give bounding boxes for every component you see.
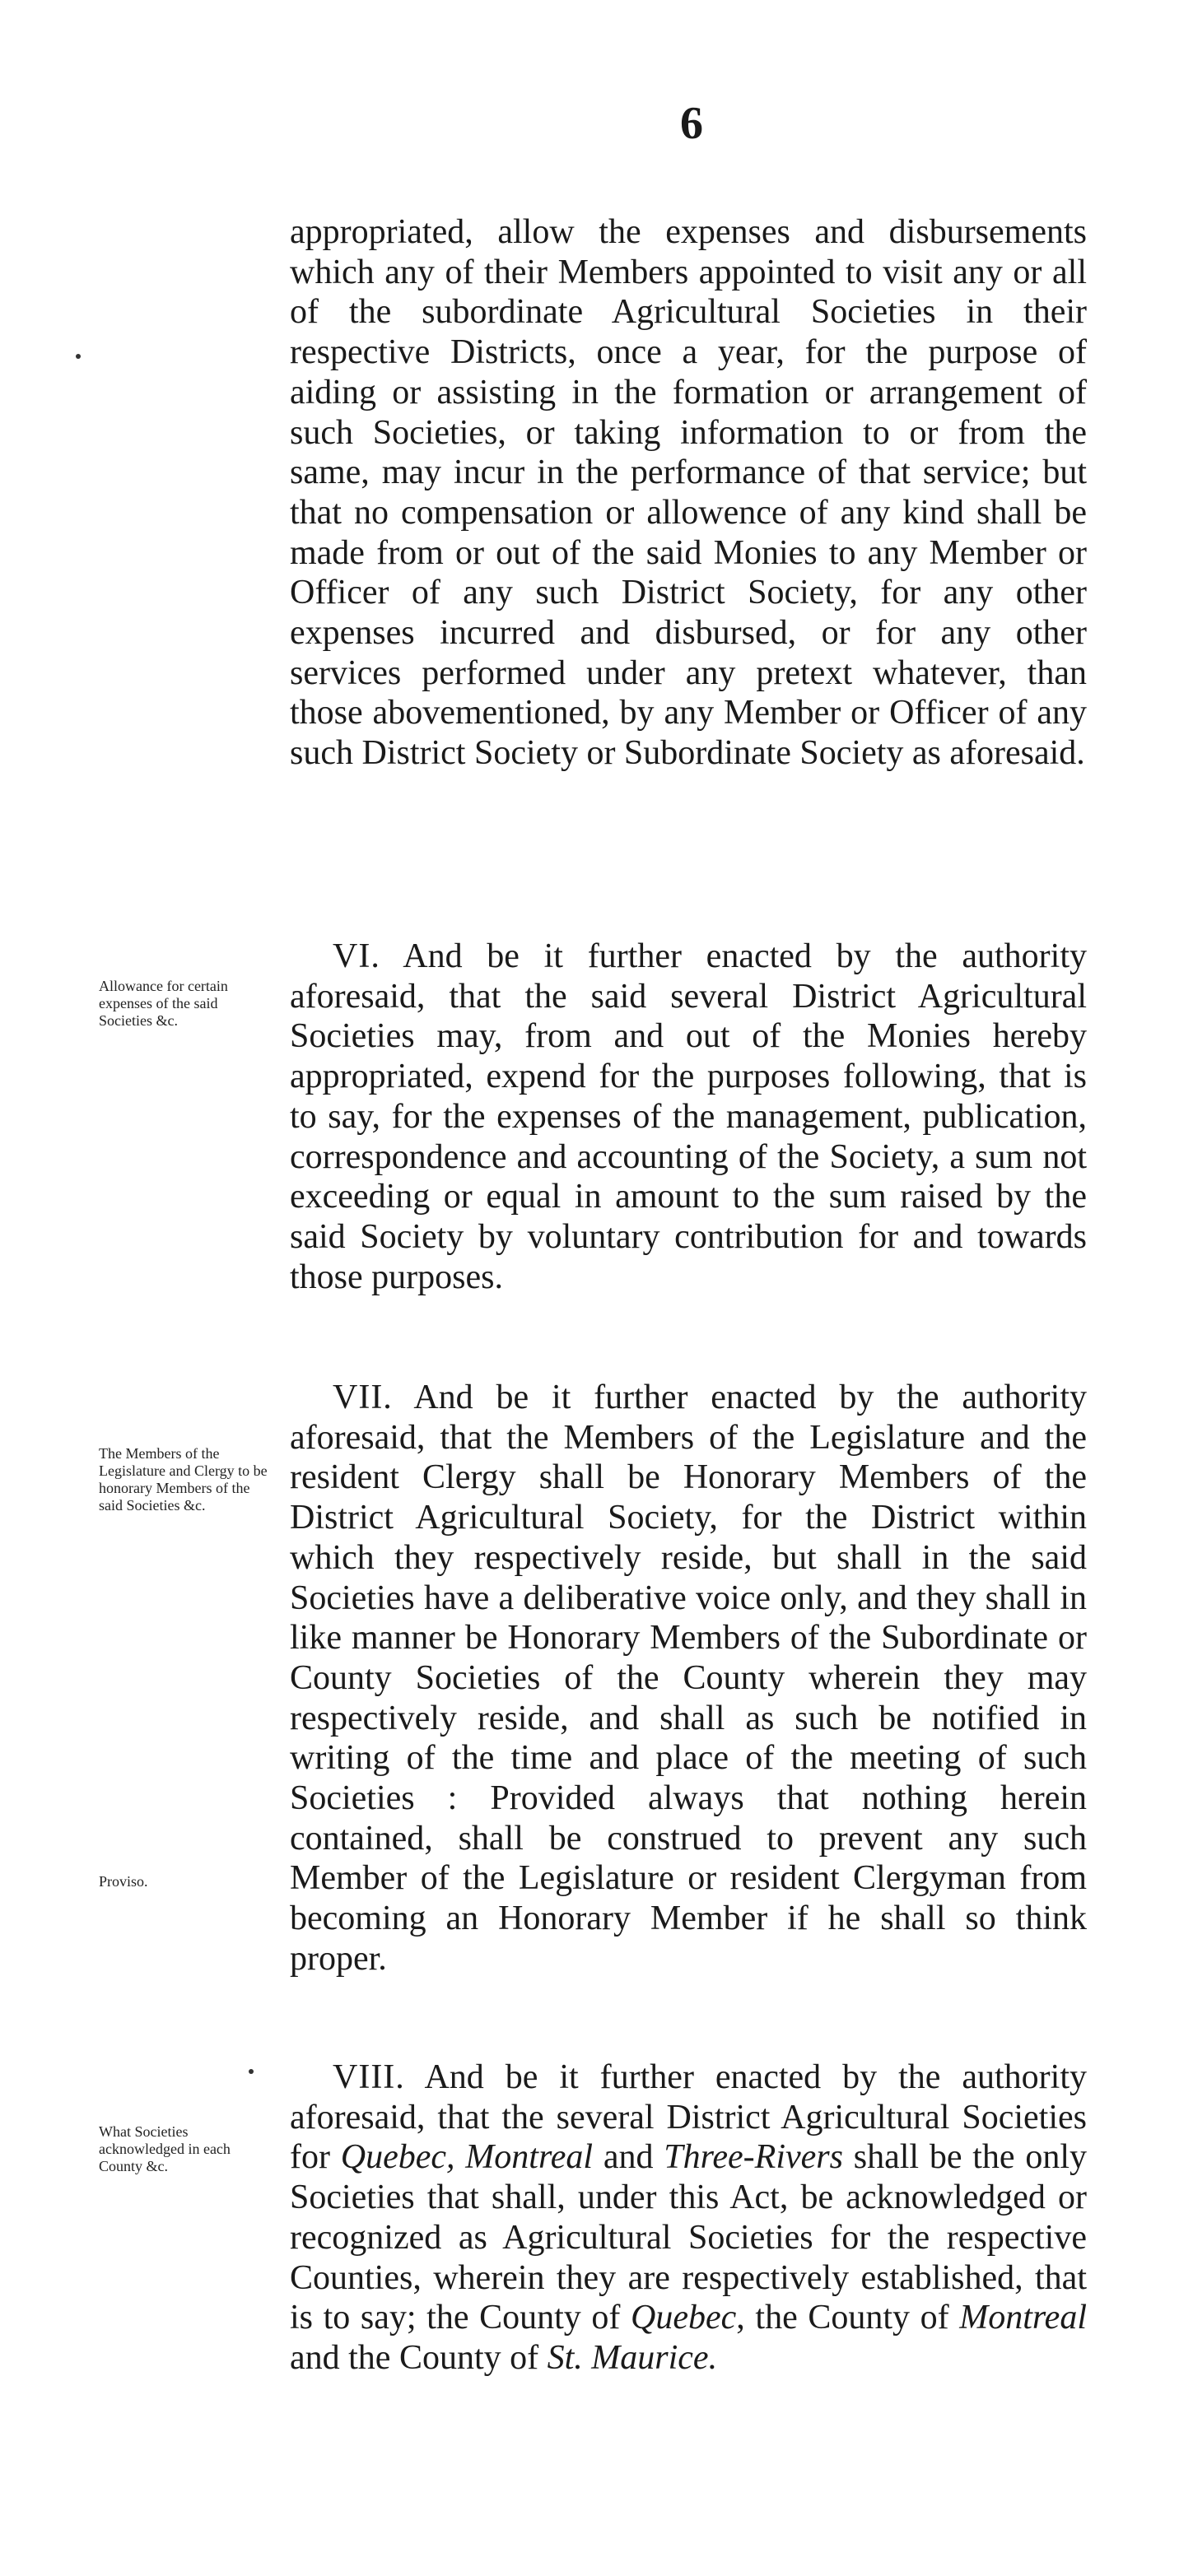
section-text: And be it further enacted by the authority aforesaid, that the Members of the Legislature and the resident Clergy shall be Honorary Members of the District Agricultural Society, for the District within which they respectively reside, but shall in the said Societies have a deliberative voice only, and they shall in like manner be Honorary Members of the Subordinate or County Societies of the County wherein they may respectively reside, and shall as such be notified in writing of the time and place of the meeting of such Societies : Provided always that nothing herein contained, shall be construed to prevent any such Member of the Legislature or resident Clergyman from becoming an Honorary Member if he shall so think proper. — [290, 1379, 1087, 1978]
place-name: Quebec, — [340, 2138, 455, 2177]
section-text: shall be the only Societies that shall, under this Act, be acknowledged or recognized as Agricultural Societies for the respective Counties, wherein they are respectively established, that is to say; the County of — [290, 2138, 1087, 2337]
place-name: Montreal — [959, 2299, 1087, 2337]
margin-note-societies-acknowledged: What Societies acknowledged in each County &c. — [99, 2123, 231, 2174]
section-number: VI. — [333, 937, 380, 975]
stray-mark — [249, 2069, 254, 2074]
section-vii — [290, 1378, 1087, 1979]
section-text: And be it further enacted by the authority aforesaid, that the several District Agricultural Societies for — [290, 2058, 1087, 2177]
section-vi — [290, 937, 1087, 1297]
margin-note-honorary-members: The Members of the Legislature and Clergy to be honorary Members of the said Societies &c. — [99, 1445, 268, 1514]
place-name: Montreal — [465, 2138, 594, 2177]
place-name: Quebec — [631, 2299, 737, 2337]
section-number: VII. — [333, 1379, 393, 1416]
section-text: And be it further enacted by the authority aforesaid, that the said several District Agricultural Societies may, from and out of the Monies hereby appropriated, expend for the purposes following, that is to say, for the expenses of the management, publication, correspondence and accounting of the Society, a sum not exceeding or equal in amount to the sum raised by the said Society by voluntary contribution for and towards those purposes. — [290, 937, 1087, 1296]
section-viii: VIII. And be it further enacted by the authority aforesaid, that the several District Agricultural Societies for Quebec, Montreal and Three-Rivers shall be the only Societies that shall, under this Act, be acknowledged or recognized as Agricultural Societies for the respective Counties, wherein they are respectively established, that is to say; the County of Quebec, the County of Montreal and the County of St. Maurice. — [290, 2058, 1087, 2377]
margin-note-proviso: Proviso. — [99, 1873, 148, 1890]
paragraph-text: appropriated, allow the expenses and disbursements which any of their Members appointed to visit any or all of the subordinate Agricultural Societies in their respective Districts, once a year, for the purpose of aiding or assisting in the formation or arrangement of such Societies, or taking information to or from the same, may incur in the performance of that service; but that no compensation or allowence of any kind shall be made from or out of the said Monies to any Member or Officer of any such District Society, for any other expenses incurred and disbursed, or for any other services performed under any pretext whatever, than those abovementioned, by any Member or Officer of any such District Society or Subordinate Society as aforesaid. — [290, 213, 1087, 773]
section-number: VIII. — [333, 2058, 405, 2096]
margin-note-allowance: Allowance for certain expenses of the said Societies &c. — [99, 978, 228, 1029]
page-number: 6 — [680, 98, 703, 149]
place-name: Three-Rivers — [664, 2138, 843, 2177]
stray-mark — [76, 354, 81, 359]
paragraph-continuation — [290, 212, 1087, 774]
place-name: St. Maurice. — [547, 2338, 718, 2377]
